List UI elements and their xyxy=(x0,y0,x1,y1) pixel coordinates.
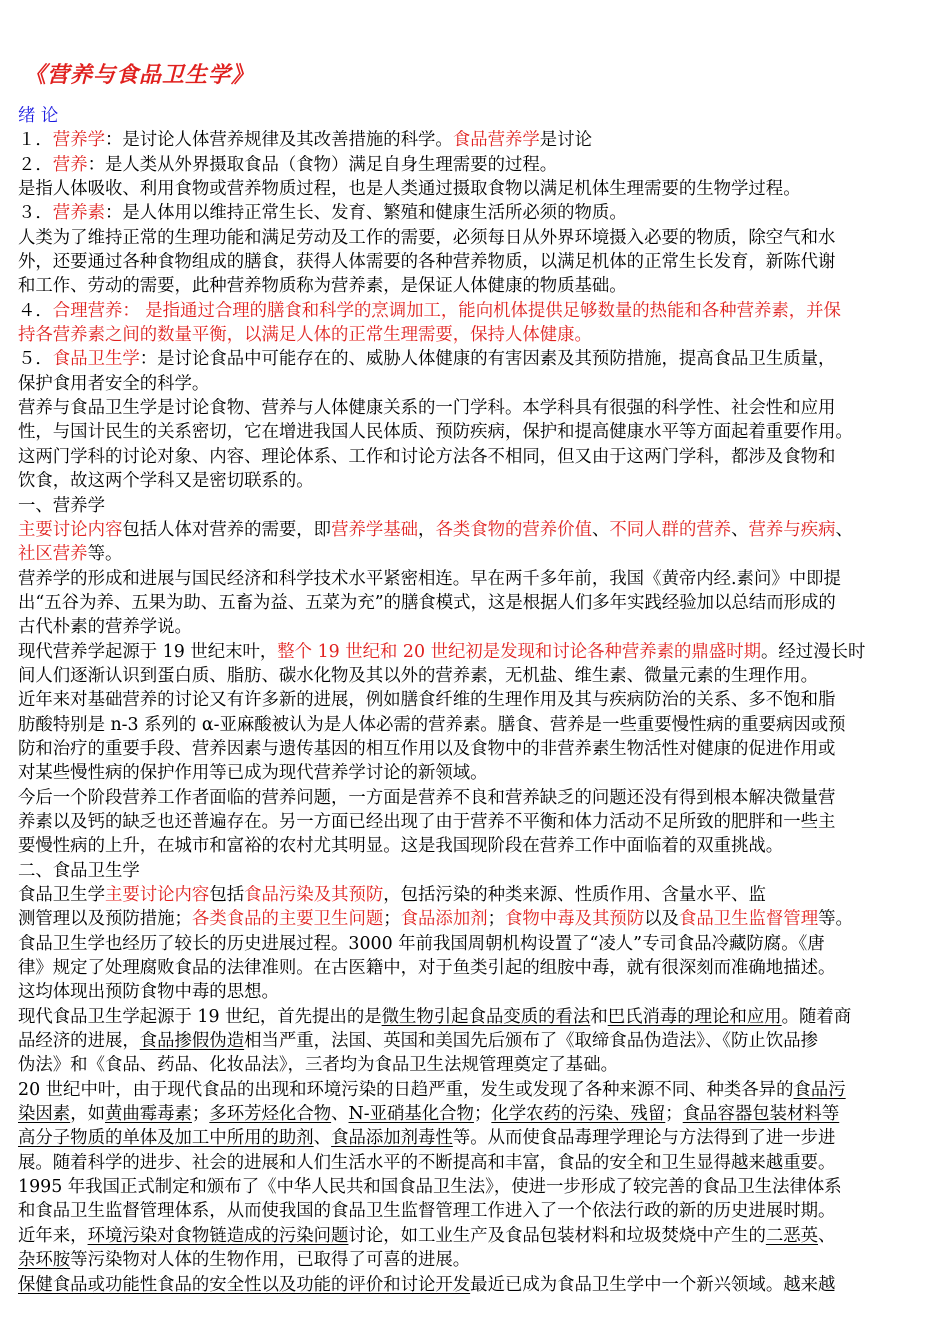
text-line xyxy=(18,859,930,883)
underlined-text: 食品掺假伪造 xyxy=(139,1031,245,1052)
text-segment: 测管理以及预防措施； xyxy=(18,909,192,930)
text-segment: 古代朴素的营养学说。 xyxy=(18,617,192,638)
text-segment: 、 xyxy=(731,519,749,540)
document-body xyxy=(18,104,930,1297)
text-segment: 、 xyxy=(313,1128,332,1149)
text-line xyxy=(18,664,930,688)
highlighted-text: 食品污染及其预防 xyxy=(244,885,384,905)
underlined-text: 化学农药的污染、残留 xyxy=(491,1104,666,1125)
text-line xyxy=(18,396,930,420)
highlighted-text: 营养 xyxy=(52,154,88,175)
text-line xyxy=(18,372,930,396)
document-page xyxy=(18,62,930,1297)
text-line xyxy=(18,494,930,518)
text-segment: 以及 xyxy=(644,909,679,930)
text-line xyxy=(18,786,930,810)
text-segment: ：是人体用以维持正常生长、发育、繁殖和健康生活所必须的物质。 xyxy=(104,203,627,224)
underlined-text: 二恶英 xyxy=(765,1225,819,1246)
underlined-text: 黄曲霉毒素 xyxy=(104,1104,192,1125)
text-segment: 和 xyxy=(590,1006,608,1027)
underlined-text: 保健食品或功能性食品的安全性以及功能的评价和讨论开发 xyxy=(18,1274,471,1295)
text-segment: 饮食，故这两个学科又是密切联系的。 xyxy=(18,471,314,492)
text-line xyxy=(18,542,930,566)
highlighted-text: 整个 19 世纪和 20 世纪初是发现和讨论各种营养素的鼎盛时期 xyxy=(277,641,762,662)
highlighted-text: 主要讨论内容 xyxy=(104,885,210,905)
text-segment: 等。从而使食品毒理学理论与方法得到了进一步进 xyxy=(452,1128,836,1149)
text-line xyxy=(18,1273,930,1297)
highlighted-text: 社区营养 xyxy=(18,544,88,565)
text-line xyxy=(18,469,930,493)
section-heading: 绪 论 xyxy=(18,106,59,126)
text-line xyxy=(18,591,930,615)
text-segment: ：是人类从外界摄取食品（食物）满足自身生理需要的过程。 xyxy=(87,154,558,175)
text-segment: 近年来， xyxy=(18,1225,88,1246)
text-segment: 今后一个阶段营养工作者面临的营养问题，一方面是营养不良和营养缺乏的问题还没有得到根本解决微量营 xyxy=(18,787,836,808)
text-segment: ； xyxy=(665,1104,683,1125)
text-segment: 外，还要通过各种食物组成的膳食，获得人体需要的各种营养物质，以满足机体的正常生长发育，新陈代谢 xyxy=(18,252,836,273)
text-line xyxy=(18,1029,930,1053)
text-segment: 等。 xyxy=(87,544,123,565)
text-segment: 营养学的形成和进展与国民经济和科学技术水平紧密相连。早在两千多年前，我国《黄帝内经.素问》中即提 xyxy=(18,568,841,589)
underlined-text: 食品污 xyxy=(793,1079,846,1100)
text-segment: 性，与国计民生的关系密切，它在增进我国人民体质、预防疾病，保护和提高健康水平等方面起着重要作用。 xyxy=(18,422,853,443)
text-segment: 。随着商 xyxy=(781,1006,852,1027)
text-line xyxy=(18,1102,930,1126)
text-line xyxy=(18,761,930,785)
text-segment: 肪酸特别是 n-3 系列的 α-亚麻酸被认为是人体必需的营养素。膳食、营养是一些重要慢性病的重要病因或预 xyxy=(18,714,846,735)
underlined-text: 食品添加剂毒性 xyxy=(331,1128,453,1149)
text-line xyxy=(18,567,930,591)
text-segment: 要慢性病的上升，在城市和富裕的农村尤其明显。这是我国现阶段在营养工作中面临着的双重挑战。 xyxy=(18,836,784,857)
text-segment: ； xyxy=(473,1104,492,1125)
text-segment: ４． xyxy=(18,300,53,321)
text-segment: 二、食品卫生学 xyxy=(18,860,140,881)
text-line xyxy=(18,1078,930,1102)
text-segment: 和工作、劳动的需要，此种营养物质称为营养素，是保证人体健康的物质基础。 xyxy=(18,276,627,297)
highlighted-text: 食品营养学 xyxy=(452,130,540,151)
text-segment: 养素以及钙的缺乏也还普遍存在。另一方面已经出现了由于营养不平衡和体力活动不足所致的肥胖和一些主 xyxy=(18,811,836,832)
text-line xyxy=(18,299,930,323)
highlighted-text: 营养学 xyxy=(52,130,105,151)
text-segment: 是指人体吸收、利用食物或营养物质过程，也是人类通过摄取食物以满足机体生理需要的生物学过程。 xyxy=(18,179,801,200)
text-segment: ５． xyxy=(18,349,53,370)
text-segment: 相当严重，法国、英国和美国先后颁布了《取缔食品伪造法》、《防止饮品掺 xyxy=(244,1031,818,1052)
text-segment: 一、营养学 xyxy=(18,495,105,516)
text-segment: 营养与食品卫生学是讨论食物、营养与人体健康关系的一门学科。本学科具有很强的科学性、社会性和应用 xyxy=(18,398,836,419)
text-segment: ：是讨论人体营养规律及其改善措施的科学。 xyxy=(104,130,453,151)
highlighted-text: 食物中毒及其预防 xyxy=(505,909,645,930)
text-line xyxy=(18,104,930,128)
underlined-text: 染因素 xyxy=(18,1104,71,1125)
text-segment: 保护食用者安全的科学。 xyxy=(18,373,210,394)
underlined-text: 高分子物质的单体及加工中所用的助剂 xyxy=(18,1128,314,1149)
text-segment: 20 世纪中叶，由于现代食品的出现和环境污染的日趋严重，发生或发现了各种来源不同、种类各异的 xyxy=(18,1079,794,1100)
document-title: 《营养与食品卫生学》 xyxy=(24,62,255,88)
highlighted-text: 食品添加剂 xyxy=(400,909,488,930)
text-segment: ； xyxy=(487,909,506,930)
highlighted-text: 不同人群的营养 xyxy=(609,519,732,540)
underlined-text: 环境污染对食物链造成的污染问题 xyxy=(87,1225,349,1246)
text-segment: 、 xyxy=(818,1225,836,1246)
text-segment: 对某些慢性病的保护作用等已成为现代营养学讨论的新领域。 xyxy=(18,763,488,784)
text-segment: 近年来对基础营养的讨论又有许多新的进展，例如膳食纤维的生理作用及其与疾病防治的关系、多不饱和脂 xyxy=(18,690,836,711)
text-line xyxy=(18,737,930,761)
underlined-text: 微生物引起食品变质的看法 xyxy=(381,1006,591,1027)
text-segment: 、 xyxy=(331,1104,349,1125)
text-line xyxy=(18,420,930,444)
text-segment: 、 xyxy=(835,519,853,540)
text-segment: 、 xyxy=(591,519,610,540)
text-line xyxy=(18,226,930,250)
underlined-text: 食品容器包装材料等 xyxy=(682,1104,840,1125)
underlined-text: 多环芳烃化合物 xyxy=(209,1104,332,1125)
text-segment: 包括人体对营养的需要，即 xyxy=(122,519,332,540)
text-segment: 现代食品卫生学起源于 19 世纪，首先提出的是 xyxy=(18,1006,382,1027)
text-segment: １． xyxy=(18,130,53,151)
text-line xyxy=(18,713,930,737)
text-segment: 律》规定了处理腐败食品的法律准则。在古医籍中，对于鱼类引起的组胺中毒，就有很深刻而准确地描述。 xyxy=(18,958,836,979)
text-line xyxy=(18,274,930,298)
text-line xyxy=(18,1053,930,1077)
highlighted-text: 食品卫生监督管理 xyxy=(678,909,819,930)
text-line xyxy=(18,956,930,980)
text-line xyxy=(18,688,930,712)
highlighted-text: 合理营养： 是指通过合理的膳食和科学的烹调加工，能向机体提供足够数量的热能和各种营养素，并保 xyxy=(52,300,841,321)
text-segment: 这两门学科的讨论对象、内容、理论体系、工作和讨论方法各不相同，但又由于这两门学科，都涉及食物和 xyxy=(18,446,836,467)
text-line xyxy=(18,250,930,274)
text-line xyxy=(18,640,930,664)
highlighted-text: 持各营养素之间的数量平衡，以满足人体的正常生理需要，保持人体健康。 xyxy=(18,325,592,346)
text-line xyxy=(18,980,930,1004)
text-segment: ； xyxy=(383,909,401,930)
text-line xyxy=(18,1199,930,1223)
text-segment: ：是讨论食品中可能存在的、威胁人体健康的有害因素及其预防措施，提高食品卫生质量， xyxy=(139,349,836,370)
text-line xyxy=(18,1248,930,1272)
text-line xyxy=(18,810,930,834)
text-line xyxy=(18,932,930,956)
text-segment: ； xyxy=(191,1104,210,1125)
text-segment: 等污染物对人体的生物作用，已取得了可喜的进展。 xyxy=(70,1250,471,1271)
highlighted-text: 营养素 xyxy=(52,203,105,224)
text-segment: 展。随着科学的进步、社会的进展和人们生活水平的不断提高和丰富，食品的安全和卫生显得越来越重要。 xyxy=(18,1152,836,1173)
text-line xyxy=(18,1126,930,1150)
text-line xyxy=(18,907,930,931)
underlined-text: 巴氏消毒的理论和应用 xyxy=(607,1006,782,1027)
text-segment: 最近已成为食品卫生学中一个新兴领域。越来越 xyxy=(470,1274,836,1295)
text-line xyxy=(18,1005,930,1029)
text-segment: 1995 年我国正式制定和颁布了《中华人民共和国食品卫生法》，使进一步形成了较完善的食品卫生法律体系 xyxy=(18,1177,842,1198)
text-line xyxy=(18,445,930,469)
underlined-text: 杂环胺 xyxy=(18,1250,71,1271)
text-segment: ３． xyxy=(18,203,53,224)
text-line xyxy=(18,323,930,347)
text-line xyxy=(18,615,930,639)
text-line xyxy=(18,128,930,152)
text-line xyxy=(18,177,930,201)
text-line xyxy=(18,153,930,177)
text-segment: 是讨论 xyxy=(539,130,592,151)
text-segment: 这均体现出预防食物中毒的思想。 xyxy=(18,982,279,1003)
underlined-text: N-亚硝基化合物 xyxy=(348,1104,474,1125)
highlighted-text: 营养与疾病 xyxy=(748,519,836,540)
text-segment: 品经济的进展， xyxy=(18,1031,140,1052)
highlighted-text: 营养学基础 xyxy=(331,519,419,540)
text-segment: 间人们逐渐认识到蛋白质、脂肪、碳水化物及其以外的营养素，无机盐、维生素、微量元素的生理作用。 xyxy=(18,665,818,686)
text-segment: 出“五谷为养、五果为助、五畜为益、五菜为充”的膳食模式，这是根据人们多年实践经验加以总结而形成的 xyxy=(18,592,836,613)
text-segment: 人类为了维持正常的生理功能和满足劳动及工作的需要，必须每日从外界环境摄入必要的物质，除空气和水 xyxy=(18,227,836,248)
text-segment: ，包括污染的种类来源、性质作用、含量水平、监 xyxy=(383,885,766,905)
text-segment: ，如 xyxy=(70,1104,105,1125)
text-segment: 。经过漫长时 xyxy=(761,641,866,662)
text-line xyxy=(18,883,930,907)
text-segment: ２． xyxy=(18,154,53,175)
highlighted-text: 主要讨论内容 xyxy=(18,519,123,540)
text-segment: 现代营养学起源于 19 世纪末叶， xyxy=(18,641,278,662)
text-segment: 讨论，如工业生产及食品包装材料和垃圾焚烧中产生的 xyxy=(348,1225,766,1246)
highlighted-text: 各类食物的营养价值 xyxy=(435,519,592,540)
highlighted-text: 食品卫生学 xyxy=(52,349,140,370)
text-line xyxy=(18,1175,930,1199)
text-line xyxy=(18,1151,930,1175)
text-segment: 防和治疗的重要手段、营养因素与遗传基因的相互作用以及食物中的非营养素生物活性对健康的促进作用或 xyxy=(18,738,836,759)
text-line xyxy=(18,834,930,858)
text-line xyxy=(18,518,930,542)
text-segment: 食品卫生学 xyxy=(18,885,105,905)
text-line xyxy=(18,201,930,225)
text-segment: 和食品卫生监督管理体系，从而使我国的食品卫生监督管理工作进入了一个依法行政的新的历史进展时期。 xyxy=(18,1201,836,1222)
text-segment: ， xyxy=(418,519,436,540)
text-segment: 食品卫生学也经历了较长的历史进展过程。3000 年前我国周朝机构设置了“凌人”专司食品冷藏防腐。《唐 xyxy=(18,933,825,954)
text-line xyxy=(18,1224,930,1248)
highlighted-text: 各类食品的主要卫生问题 xyxy=(191,909,384,930)
text-segment: 等。 xyxy=(818,909,853,930)
text-segment: 伪法》和《食品、药品、化妆品法》，三者均为食品卫生法规管理奠定了基础。 xyxy=(18,1055,618,1076)
text-line xyxy=(18,347,930,371)
text-segment: 包括 xyxy=(209,885,245,905)
